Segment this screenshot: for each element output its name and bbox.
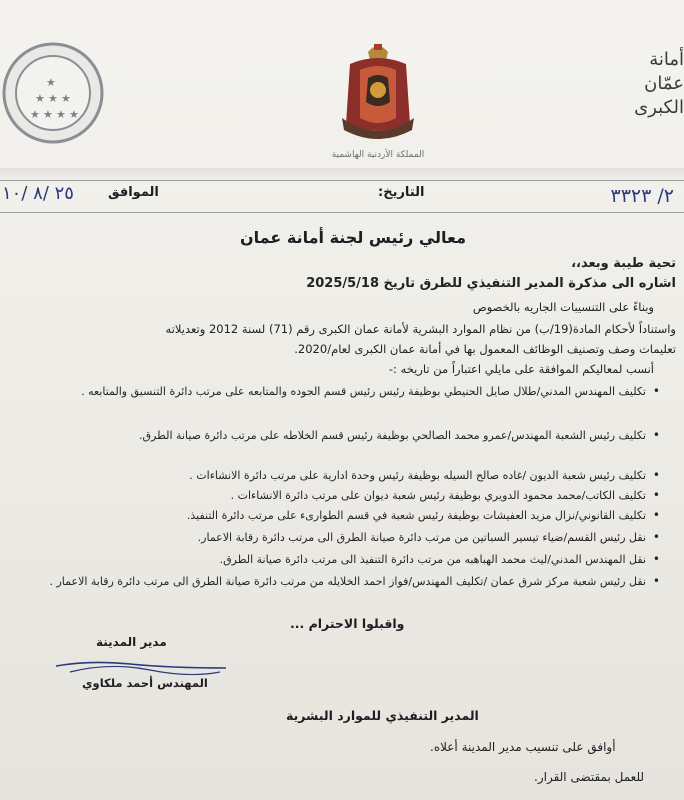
list-item: • تكليف المهندس المدني/طلال صايل الحنيطي بوظيفة رئيس رئيس قسم الجوده والمتابعه على مرتب دائرة التنسيق والمتابعه . (26, 384, 646, 399)
organization-name (624, 48, 684, 120)
seal-of-excellence-icon (2, 42, 104, 144)
coat-of-arms-icon (338, 38, 418, 150)
reference-number: ٢/ ٣٣٢٣ (610, 185, 674, 207)
request-line: أنسب لمعاليكم الموافقة على مايلي اعتباراً من تاريخه :- (388, 362, 654, 376)
addressee: معالي رئيس لجنة أمانة عمان (240, 228, 466, 247)
legal-line-2: تعليمات وصف وتصنيف الوظائف المعمول بها في أمانة عمان الكبرى لعام/2020. (294, 342, 676, 356)
list-item: • نقل رئيس القسم/ضياء تيسير السباتين من مرتب دائرة صيانة الطرق الى مرتب دائرة رقابة الاعمار. (26, 530, 646, 545)
date-label: التاريخ: (378, 185, 425, 200)
emblem-caption: المملكة الأردنية الهاشمية (331, 150, 425, 160)
closing-line: واقبلوا الاحترام ... (290, 616, 405, 631)
list-item: • نقل رئيس شعبة مركز شرق عمان /تكليف المهندس/فواز احمد الخلايله من مرتب دائرة صيانة الطرق الى مرتب دائرة رقابة الاعمار . (26, 574, 646, 589)
list-item: • تكليف رئيس شعبة الديون /غاده صالح السيله بوظيفة رئيس وحدة ادارية على مرتب دائرة الانشاءات . (26, 468, 646, 483)
legal-line-1: واستناداً لأحكام المادة(19/ب) من نظام الموارد البشرية لأمانة عمان الكبرى رقم (71) لسنة 2012 وتعديلاته (165, 322, 676, 336)
svg-text:★: ★ (69, 108, 79, 121)
list-item: • تكليف الكاتب/محمد محمود الدويري بوظيفة رئيس شعبة ديوان على مرتب دائرة الانشاءات . (26, 488, 646, 503)
hijri-date: ٢٥ /٨ /١٠ (2, 183, 74, 204)
svg-text:★: ★ (46, 76, 56, 89)
meta-divider (0, 212, 684, 213)
approval-line: أوافق على تنسيب مدير المدينة أعلاه. (430, 740, 616, 754)
svg-text:★: ★ (48, 92, 58, 105)
executive-title: المدير التنفيذي للموارد البشرية (286, 708, 479, 723)
basis-line: وبناءً على التنسيبات الجاريه بالخصوص (472, 300, 654, 314)
header-divider (0, 180, 684, 181)
org-line: عمّان (644, 73, 684, 94)
org-line: أمانة (649, 49, 684, 70)
list-item: • تكليف القانوني/نزال مزيد العفيشات بوظيفة رئيس شعبة في قسم الطوارىء على مرتب دائرة التنفيذ. (26, 508, 646, 523)
action-line: للعمل بمقتضى القرار. (534, 770, 645, 784)
greeting: تحية طيبة وبعد،، (571, 256, 676, 271)
list-item: • نقل المهندس المدني/ليث محمد الهباهبه من مرتب دائرة التنفيذ الى مرتب دائرة صيانة الطرق. (26, 552, 646, 567)
signatory-name: المهندس أحمد ملكاوي (82, 676, 208, 690)
svg-text:★: ★ (56, 108, 66, 121)
signatory-title: مدير المدينة (96, 635, 167, 649)
svg-text:★: ★ (35, 92, 45, 105)
org-line: الكبرى (634, 97, 684, 118)
reference-line: اشاره الى مذكرة المدير التنفيذي للطرق تاريخ 2025/5/18 (306, 276, 676, 291)
list-item: • تكليف رئيس الشعبة المهندس/عمرو محمد الصالحي بوظيفة رئيس قسم الخلاطه على مرتب دائرة صيانة الطرق. (26, 428, 646, 443)
svg-text:★: ★ (61, 92, 71, 105)
svg-text:★: ★ (43, 108, 53, 121)
hijri-label: الموافق (108, 185, 159, 200)
svg-text:★: ★ (30, 108, 40, 121)
